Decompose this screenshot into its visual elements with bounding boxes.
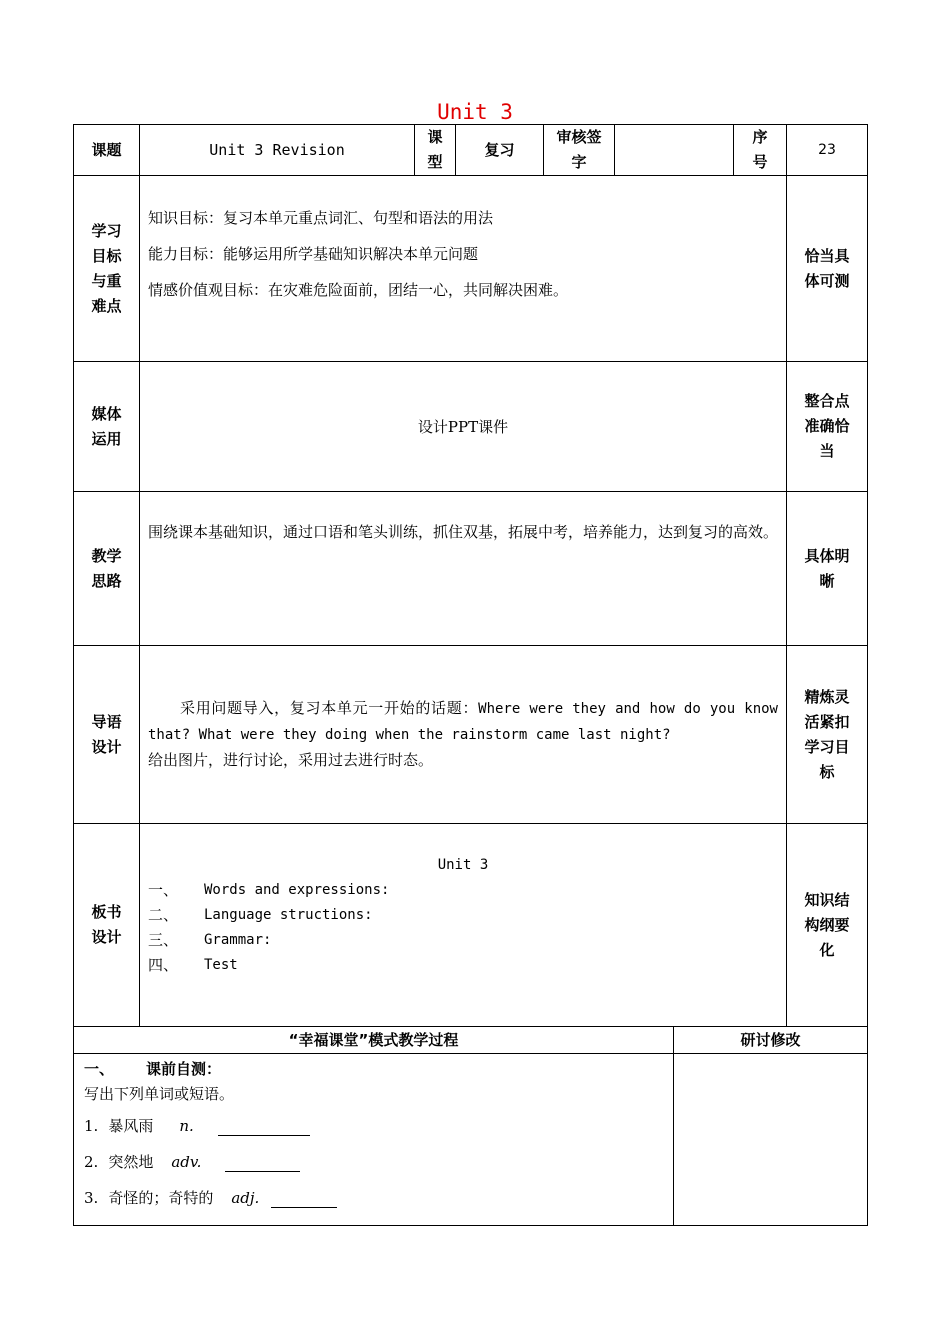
intro-label: 导语设计 xyxy=(74,646,140,824)
media-label: 媒体运用 xyxy=(74,362,140,492)
lesson-plan-table xyxy=(73,124,868,1226)
answer-blank[interactable] xyxy=(271,1189,337,1208)
board-note: 知识结构纲要化 xyxy=(787,824,868,1027)
type-label: 课型 xyxy=(415,125,456,176)
board-heading: Unit 3 xyxy=(437,857,489,873)
intro-row xyxy=(74,646,868,824)
process-title: “幸福课堂”模式教学过程 xyxy=(74,1027,674,1054)
goals-content xyxy=(140,176,787,362)
topic-value: Unit 3 Revision xyxy=(140,125,415,176)
review-value xyxy=(615,125,734,176)
board-item: 一、 Words and expressions: xyxy=(148,881,390,899)
pre-test-instruction: 写出下列单词或短语。 xyxy=(84,1085,235,1103)
pre-test-content xyxy=(74,1054,674,1226)
intro-question-en: Where were they and how do you know that? What were they doing when the rainstorm came last night? xyxy=(148,701,778,743)
goals-label: 学习目标与重难点 xyxy=(74,176,140,362)
thinking-content: 围绕课本基础知识，通过口语和笔头训练，抓住双基，拓展中考，培养能力，达到复习的高效。 xyxy=(140,492,787,646)
process-header-row xyxy=(74,1027,868,1054)
answer-blank[interactable] xyxy=(218,1117,310,1136)
goal-knowledge: 知识目标：复习本单元重点词汇、句型和语法的用法 xyxy=(148,209,494,227)
pre-test-heading: 一、 课前自测： xyxy=(84,1060,222,1078)
media-note: 整合点准确恰当 xyxy=(787,362,868,492)
goals-note: 恰当具体可测 xyxy=(787,176,868,362)
media-row xyxy=(74,362,868,492)
revise-title: 研讨修改 xyxy=(674,1027,868,1054)
board-item: 四、 Test xyxy=(148,956,238,974)
board-row xyxy=(74,824,868,1027)
header-row xyxy=(74,125,868,176)
goal-emotion: 情感价值观目标：在灾难危险面前，团结一心，共同解决困难。 xyxy=(148,281,569,299)
seq-value: 23 xyxy=(787,125,868,176)
review-label: 审核签字 xyxy=(544,125,615,176)
goal-ability: 能力目标：能够运用所学基础知识解决本单元问题 xyxy=(148,245,479,263)
intro-content xyxy=(140,646,787,824)
intro-question-cn: 采用问题导入，复习本单元一开始的话题： xyxy=(180,699,479,717)
list-item: 3. 奇怪的；奇特的 adj. xyxy=(84,1180,663,1216)
type-value: 复习 xyxy=(456,125,544,176)
intro-note: 精炼灵活紧扣学习目标 xyxy=(787,646,868,824)
board-item: 三、 Grammar: xyxy=(148,931,272,949)
thinking-row xyxy=(74,492,868,646)
list-item: 1. 暴风雨 n. xyxy=(84,1108,663,1144)
answer-blank[interactable] xyxy=(225,1153,300,1172)
media-content: 设计PPT课件 xyxy=(140,362,787,492)
thinking-note: 具体明晰 xyxy=(787,492,868,646)
topic-label: 课题 xyxy=(74,125,140,176)
thinking-label: 教学思路 xyxy=(74,492,140,646)
list-item: 2. 突然地 adv. xyxy=(84,1144,663,1180)
revise-content[interactable] xyxy=(674,1054,868,1226)
page-title: Unit 3 xyxy=(437,100,513,124)
board-content xyxy=(140,824,787,1027)
board-item: 二、 Language structions: xyxy=(148,906,373,924)
board-label: 板书设计 xyxy=(74,824,140,1027)
seq-label: 序号 xyxy=(734,125,787,176)
process-row xyxy=(74,1054,868,1226)
intro-activity: 给出图片，进行讨论，采用过去进行时态。 xyxy=(148,751,434,769)
goals-row xyxy=(74,176,868,362)
